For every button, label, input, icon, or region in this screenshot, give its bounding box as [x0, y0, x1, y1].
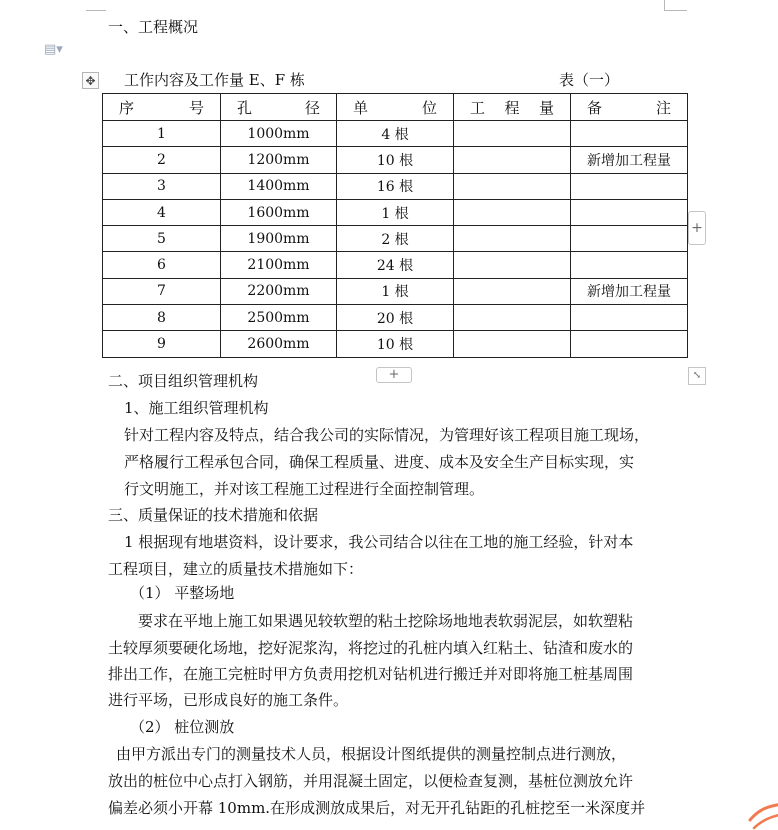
work-quantity-table [102, 93, 688, 358]
table-cell[interactable]: 4 根 [337, 121, 454, 147]
table-caption [124, 70, 619, 90]
table-cell[interactable]: 2 根 [337, 226, 454, 252]
subsection-heading-3-1: （1） 平整场地 [130, 584, 235, 602]
column-header [221, 94, 337, 121]
table-cell[interactable]: 2 [103, 147, 221, 173]
column-header-label [454, 97, 570, 118]
column-header-label [337, 97, 453, 118]
column-header-char: 备 [587, 98, 603, 117]
paragraph-line: 进行平场，已形成良好的施工条件。 [108, 691, 349, 709]
table-row [103, 147, 688, 173]
column-header-char: 单 [353, 98, 369, 117]
table-cell[interactable]: 20 根 [337, 305, 454, 331]
column-header-char: 号 [188, 98, 204, 117]
table-cell[interactable] [454, 121, 571, 147]
column-header-char: 位 [421, 98, 437, 117]
table-cell[interactable] [454, 305, 571, 331]
table-cell[interactable] [571, 252, 688, 278]
paragraph-line: 偏差必须小开幕 10mm.在形成测放成果后，对无开孔钻距的孔桩挖至一米深度并 [108, 799, 646, 817]
crop-mark-top-right [664, 0, 687, 11]
table-cell[interactable]: 1 根 [337, 199, 454, 225]
table-row [103, 121, 688, 147]
table-row [103, 226, 688, 252]
section-heading-1: 一、工程概况 [108, 18, 199, 36]
column-header-char: 量 [538, 98, 554, 117]
table-cell[interactable]: 8 [103, 305, 221, 331]
table-cell[interactable]: 6 [103, 252, 221, 278]
table-cell[interactable]: 1 [103, 121, 221, 147]
table-row [103, 331, 688, 357]
paragraph-line: 针对工程内容及特点，结合我公司的实际情况，为管理好该工程项目施工现场， [124, 426, 650, 444]
column-header-char: 序 [119, 98, 135, 117]
decorative-swoosh-icon [748, 790, 778, 830]
table-cell[interactable] [571, 199, 688, 225]
table-row [103, 173, 688, 199]
table-cell[interactable]: 2600mm [221, 331, 337, 357]
column-header-char: 注 [655, 98, 671, 117]
table-cell[interactable] [454, 199, 571, 225]
document-outline-icon[interactable]: ▤▾ [44, 42, 63, 57]
table-cell[interactable]: 2500mm [221, 305, 337, 331]
column-header-char: 程 [504, 98, 520, 117]
column-header-label [571, 97, 687, 118]
table-row [103, 252, 688, 278]
table-cell[interactable]: 4 [103, 199, 221, 225]
table-cell[interactable] [571, 173, 688, 199]
table-cell[interactable]: 10 根 [337, 147, 454, 173]
column-header-label [221, 97, 336, 118]
table-resize-handle-icon[interactable]: ⤡ [688, 367, 706, 385]
table-cell[interactable]: 1200mm [221, 147, 337, 173]
table-cell[interactable]: 5 [103, 226, 221, 252]
table-caption-title: 工作内容及工作量 E、F 栋 [124, 71, 305, 89]
table-cell[interactable]: 16 根 [337, 173, 454, 199]
table-cell[interactable] [454, 147, 571, 173]
table-cell[interactable]: 1600mm [221, 199, 337, 225]
crop-mark-top-left [86, 0, 106, 11]
table-cell[interactable] [454, 331, 571, 357]
table-cell[interactable]: 1900mm [221, 226, 337, 252]
paragraph-line: 排出工作，在施工完桩时甲方负责用挖机对钻机进行搬迁并对即将施工桩基周围 [108, 665, 634, 683]
table-cell[interactable]: 3 [103, 173, 221, 199]
table-cell[interactable]: 1000mm [221, 121, 337, 147]
table-cell[interactable]: 10 根 [337, 331, 454, 357]
table-cell[interactable]: 24 根 [337, 252, 454, 278]
table-cell[interactable] [454, 173, 571, 199]
paragraph-line: 要求在平地上施工如果遇见较软塑的粘土挖除场地地表软弱泥层，如软塑粘 [138, 612, 634, 630]
column-header [571, 94, 688, 121]
column-header [103, 94, 221, 121]
table-cell[interactable] [571, 121, 688, 147]
column-header-char: 径 [304, 98, 320, 117]
table-row [103, 305, 688, 331]
table-caption-number: 表（一） [558, 71, 619, 89]
table-cell[interactable]: 1 根 [337, 278, 454, 304]
table-cell[interactable]: 新增加工程量 [571, 147, 688, 173]
table-move-handle-icon[interactable]: ✥ [82, 72, 99, 89]
paragraph-line: 1 根据现有地堪资料，设计要求，我公司结合以往在工地的施工经验，针对本 [124, 533, 634, 551]
table-cell[interactable] [454, 278, 571, 304]
column-header-label [103, 97, 220, 118]
table-cell[interactable]: 7 [103, 278, 221, 304]
table-row [103, 199, 688, 225]
add-row-button[interactable]: + [376, 367, 412, 383]
table-cell[interactable] [454, 226, 571, 252]
table-row [103, 278, 688, 304]
table-cell[interactable]: 新增加工程量 [571, 278, 688, 304]
table-header-row [103, 94, 688, 121]
table-cell[interactable] [454, 252, 571, 278]
table-cell[interactable] [571, 331, 688, 357]
add-column-button[interactable]: + [688, 211, 706, 245]
section-heading-2: 二、项目组织管理机构 [108, 372, 259, 390]
table-cell[interactable]: 2100mm [221, 252, 337, 278]
column-header [454, 94, 571, 121]
column-header-char: 工 [470, 98, 486, 117]
paragraph-line: 放出的桩位中心点打入钢筋，并用混凝土固定，以便检查复测，基桩位测放允许 [108, 772, 634, 790]
section-heading-3: 三、质量保证的技术措施和依据 [108, 506, 319, 524]
paragraph-line: 行文明施工，并对该工程施工过程进行全面控制管理。 [124, 480, 485, 498]
table-cell[interactable]: 2200mm [221, 278, 337, 304]
subsection-heading-2-1: 1、施工组织管理机构 [124, 399, 269, 417]
table-cell[interactable] [571, 305, 688, 331]
paragraph-line: 土较厚须要硬化场地，挖好泥浆沟，将挖过的孔桩内填入红粘土、钻渣和废水的 [108, 639, 634, 657]
column-header-char: 孔 [237, 98, 253, 117]
paragraph-line: 严格履行工程承包合同，确保工程质量、进度、成本及安全生产目标实现，实 [124, 453, 635, 471]
paragraph-line: 工程项目，建立的质量技术措施如下： [108, 560, 364, 578]
paragraph-line: 由甲方派出专门的测量技术人员，根据设计图纸提供的测量控制点进行测放， [116, 745, 627, 763]
table-cell[interactable]: 9 [103, 331, 221, 357]
subsection-heading-3-2: （2） 桩位测放 [130, 718, 235, 736]
table-cell[interactable] [571, 226, 688, 252]
column-header [337, 94, 454, 121]
table-cell[interactable]: 1400mm [221, 173, 337, 199]
